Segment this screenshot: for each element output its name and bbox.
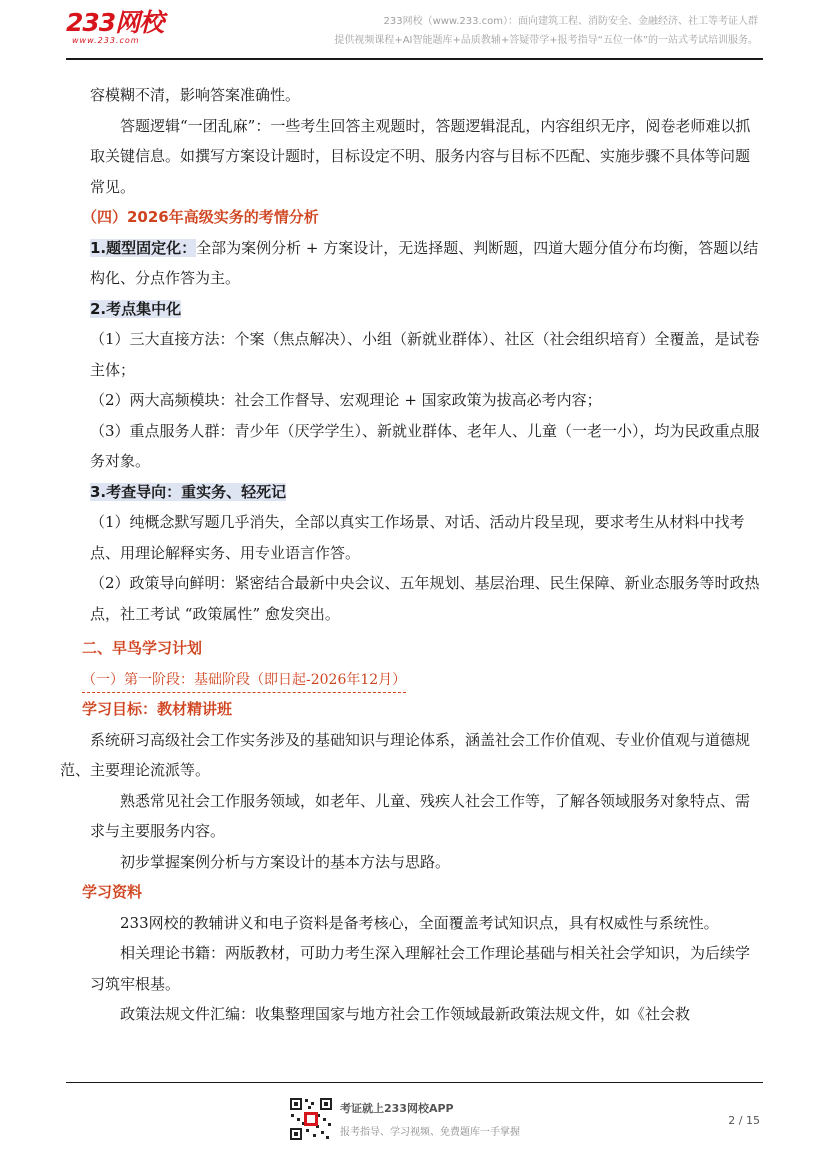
header-info-line1: 233网校（www.233.com）：面向建筑工程、消防安全、金融经济、社工等考证人群 <box>383 16 758 27</box>
brand-logo <box>66 10 163 45</box>
stage-heading: （一）第一阶段：基础阶段（即日起-2026年12月） <box>82 668 406 693</box>
topic-label: 3.考查导向：重实务、轻死记 <box>90 482 287 501</box>
topic-text: 全部为案例分析 + 方案设计，无选择题、判断题，四道大题分值分布均衡，答题以结构化、分点作答为主。 <box>90 238 759 287</box>
list-item: （1）纯概念默写题几乎消失，全部以真实工作场景、对话、活动片段呈现，要求考生从材料中找考点、用理论解释实务、用专业语言作答。 <box>90 513 745 562</box>
list-item: （3）重点服务人群：青少年（厌学学生）、新就业群体、老年人、儿童（一老一小），均为民政重点服务对象。 <box>90 421 760 470</box>
document-body <box>60 80 762 1030</box>
topic-label-line <box>90 477 762 508</box>
list-item: （1）三大直接方法：个案（焦点解决）、小组（新就业群体）、社区（社会组织培育）全覆盖，是试卷主体； <box>90 330 760 379</box>
page-number: 2 / 15 <box>728 1114 760 1127</box>
page-header <box>0 0 830 64</box>
list-item: （2）政策导向鲜明：紧密结合最新中央会议、五年规划、基层治理、民生保障、新业态服务等时政热点，社工考试 “政策属性” 愈发突出。 <box>90 574 760 623</box>
paragraph: 容模糊不清，影响答案准确性。 <box>90 86 301 104</box>
topic-label-line <box>90 294 762 325</box>
section-heading: （四）2026年高级实务的考情分析 <box>82 208 319 226</box>
topic-item <box>64 233 762 294</box>
logo-text: 233网校 <box>66 8 164 37</box>
header-divider <box>66 58 763 60</box>
footer-subtitle: 报考指导、学习视频、免费题库一手掌握 <box>340 1127 520 1138</box>
header-info <box>334 12 758 50</box>
footer-divider <box>66 1082 763 1083</box>
header-info-line2: 提供视频课程+AI智能题库+品质教辅+答疑带学+报考指导“五位一体”的一站式考试培训服务。 <box>334 35 758 46</box>
footer-title: 考证就上233网校APP <box>340 1102 454 1115</box>
paragraph: 答题逻辑“一团乱麻”：一些考生回答主观题时，答题逻辑混乱，内容组织无序，阅卷老师难以抓取关键信息。如撰写方案设计题时，目标设定不明、服务内容与目标不匹配、实施步骤不具体等问题常见。 <box>90 116 751 196</box>
topic-label: 2.考点集中化 <box>90 299 182 318</box>
stage-line <box>82 664 762 695</box>
resources-heading: 学习资料 <box>82 883 143 901</box>
goal-heading: 学习目标：教材精讲班 <box>82 700 233 718</box>
section-heading: 二、早鸟学习计划 <box>82 639 203 657</box>
paragraph: 系统研习高级社会工作实务涉及的基础知识与理论体系，涵盖社会工作价值观、专业价值观与道德规范、主要理论流派等。 <box>60 730 751 779</box>
paragraph: 233网校的教辅讲义和电子资料是备考核心，全面覆盖考试知识点，具有权威性与系统性。 <box>120 913 719 932</box>
paragraph: 初步掌握案例分析与方案设计的基本方法与思路。 <box>120 852 451 871</box>
topic-label: 1.题型固定化： <box>90 238 197 257</box>
paragraph: 政策法规文件汇编：收集整理国家与地方社会工作领域最新政策法规文件，如《社会救 <box>120 1005 691 1023</box>
qr-code-icon <box>288 1096 334 1142</box>
logo-url: www.233.com <box>72 36 140 45</box>
paragraph: 相关理论书籍：两版教材，可助力考生深入理解社会工作理论基础与相关社会学知识，为后续学习筑牢根基。 <box>90 944 751 993</box>
paragraph: 熟悉常见社会工作服务领域，如老年、儿童、残疾人社会工作等，了解各领域服务对象特点、需求与主要服务内容。 <box>90 791 751 840</box>
list-item: （2）两大高频模块：社会工作督导、宏观理论 + 国家政策为拔高必考内容； <box>90 391 602 409</box>
